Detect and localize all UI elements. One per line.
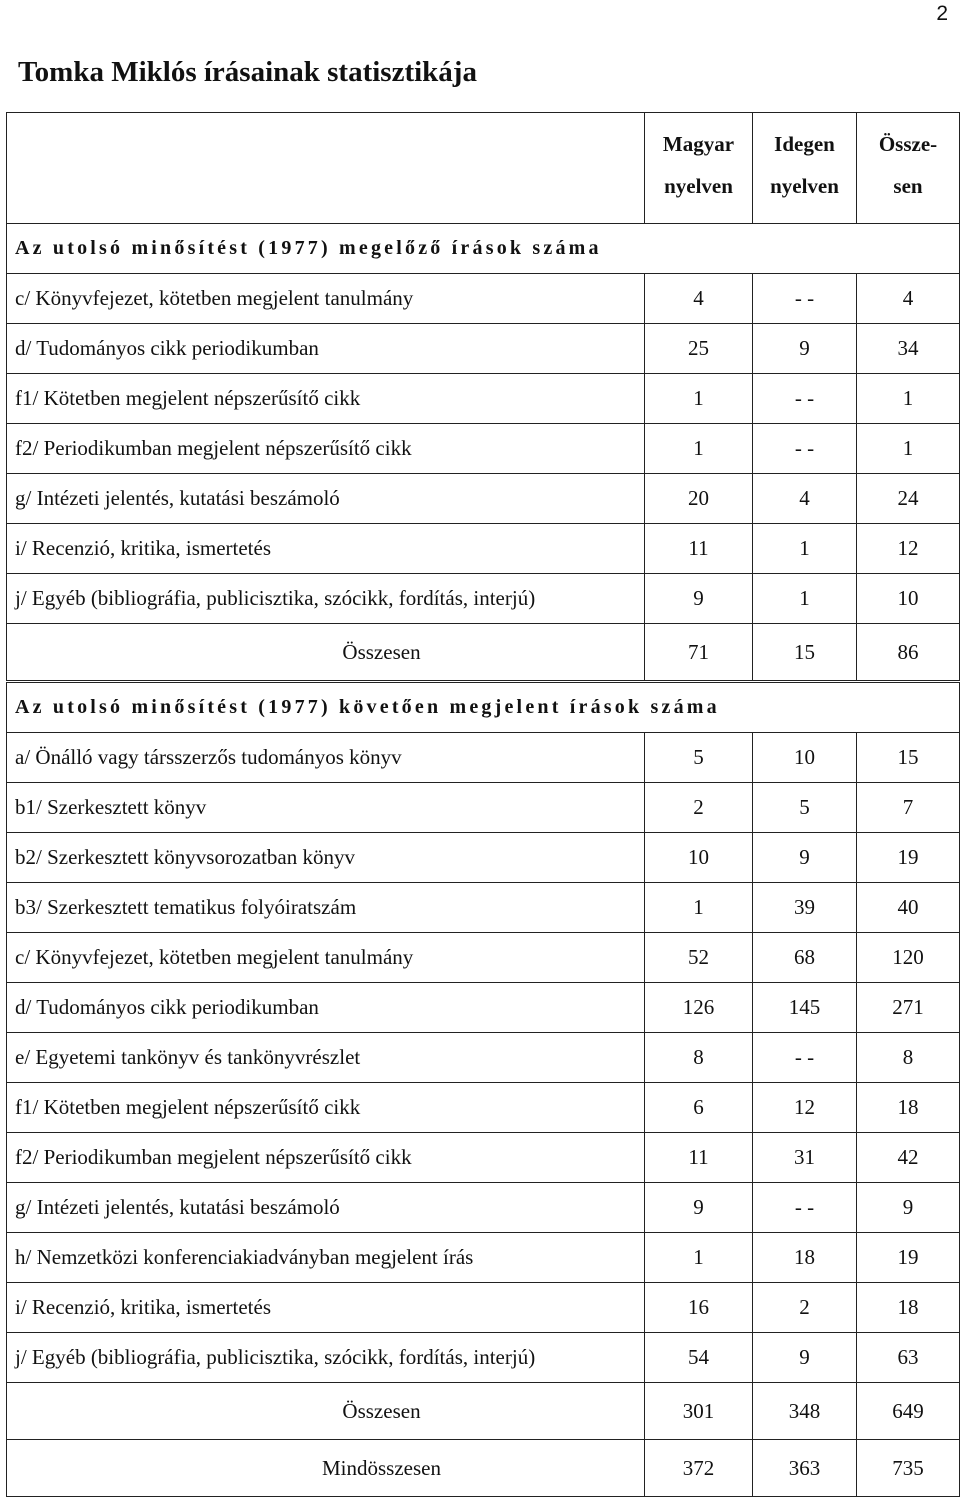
value-osszesen: 9 <box>857 1183 960 1233</box>
total-row <box>7 1383 960 1440</box>
value-magyar: 6 <box>645 1083 753 1133</box>
row-label: i/ Recenzió, kritika, ismertetés <box>7 1283 645 1333</box>
value-magyar: 9 <box>645 1183 753 1233</box>
value-magyar: 71 <box>645 624 753 682</box>
value-idegen: 9 <box>753 324 857 374</box>
header-osszesen-line2: sen <box>893 174 923 198</box>
value-idegen: 39 <box>753 883 857 933</box>
value-idegen: 2 <box>753 1283 857 1333</box>
table-row <box>7 1133 960 1183</box>
value-idegen: 68 <box>753 933 857 983</box>
value-osszesen: 40 <box>857 883 960 933</box>
header-magyar <box>645 113 753 224</box>
table-row <box>7 833 960 883</box>
table-row <box>7 574 960 624</box>
value-idegen: 5 <box>753 783 857 833</box>
table-row <box>7 524 960 574</box>
value-osszesen: 1 <box>857 424 960 474</box>
header-idegen-line2: nyelven <box>770 174 839 198</box>
section2-heading: Az utolsó minősítést (1977) követően megjelent írások száma <box>7 682 960 733</box>
value-idegen: 31 <box>753 1133 857 1183</box>
row-label: i/ Recenzió, kritika, ismertetés <box>7 524 645 574</box>
header-magyar-line2: nyelven <box>664 174 733 198</box>
row-label: Összesen <box>7 624 645 682</box>
value-osszesen: 4 <box>857 274 960 324</box>
value-osszesen: 271 <box>857 983 960 1033</box>
value-magyar: 20 <box>645 474 753 524</box>
table-row <box>7 474 960 524</box>
row-label: g/ Intézeti jelentés, kutatási beszámoló <box>7 474 645 524</box>
value-magyar: 5 <box>645 733 753 783</box>
value-idegen: 15 <box>753 624 857 682</box>
value-osszesen: 18 <box>857 1283 960 1333</box>
value-osszesen: 120 <box>857 933 960 983</box>
value-idegen: 9 <box>753 833 857 883</box>
section2-heading-row <box>7 682 960 733</box>
row-label: c/ Könyvfejezet, kötetben megjelent tanulmány <box>7 933 645 983</box>
row-label: d/ Tudományos cikk periodikumban <box>7 324 645 374</box>
section1-heading-row <box>7 224 960 274</box>
value-magyar: 126 <box>645 983 753 1033</box>
table-row <box>7 1183 960 1233</box>
row-label: Mindösszesen <box>7 1440 645 1497</box>
value-magyar: 16 <box>645 1283 753 1333</box>
page-title: Tomka Miklós írásainak statisztikája <box>18 56 477 88</box>
header-idegen-line1: Idegen <box>774 132 835 156</box>
row-label: g/ Intézeti jelentés, kutatási beszámoló <box>7 1183 645 1233</box>
value-idegen: 10 <box>753 733 857 783</box>
row-label: f1/ Kötetben megjelent népszerűsítő cikk <box>7 1083 645 1133</box>
value-osszesen: 63 <box>857 1333 960 1383</box>
value-magyar: 372 <box>645 1440 753 1497</box>
value-osszesen: 649 <box>857 1383 960 1440</box>
value-idegen: - - <box>753 424 857 474</box>
value-magyar: 11 <box>645 524 753 574</box>
value-idegen: 18 <box>753 1233 857 1283</box>
value-magyar: 54 <box>645 1333 753 1383</box>
value-idegen: - - <box>753 274 857 324</box>
table-row <box>7 1233 960 1283</box>
row-label: j/ Egyéb (bibliográfia, publicisztika, szócikk, fordítás, interjú) <box>7 574 645 624</box>
table-row <box>7 374 960 424</box>
value-magyar: 2 <box>645 783 753 833</box>
total-row <box>7 624 960 682</box>
value-idegen: 9 <box>753 1333 857 1383</box>
value-osszesen: 10 <box>857 574 960 624</box>
page-number: 2 <box>936 2 948 25</box>
row-label: b2/ Szerkesztett könyvsorozatban könyv <box>7 833 645 883</box>
grand-total-row <box>7 1440 960 1497</box>
value-osszesen: 7 <box>857 783 960 833</box>
value-magyar: 11 <box>645 1133 753 1183</box>
row-label: h/ Nemzetközi konferenciakiadványban megjelent írás <box>7 1233 645 1283</box>
section1-heading: Az utolsó minősítést (1977) megelőző írások száma <box>7 224 960 274</box>
header-row <box>7 113 960 224</box>
table-row <box>7 1333 960 1383</box>
table-row <box>7 783 960 833</box>
value-magyar: 301 <box>645 1383 753 1440</box>
value-osszesen: 19 <box>857 1233 960 1283</box>
row-label: d/ Tudományos cikk periodikumban <box>7 983 645 1033</box>
row-label: j/ Egyéb (bibliográfia, publicisztika, szócikk, fordítás, interjú) <box>7 1333 645 1383</box>
value-osszesen: 86 <box>857 624 960 682</box>
value-magyar: 1 <box>645 424 753 474</box>
header-osszesen-line1: Össze- <box>878 132 938 156</box>
row-label: f1/ Kötetben megjelent népszerűsítő cikk <box>7 374 645 424</box>
header-idegen <box>753 113 857 224</box>
header-osszesen <box>857 113 960 224</box>
value-osszesen: 1 <box>857 374 960 424</box>
table-row <box>7 424 960 474</box>
value-magyar: 52 <box>645 933 753 983</box>
value-osszesen: 19 <box>857 833 960 883</box>
value-idegen: - - <box>753 1183 857 1233</box>
value-idegen: 145 <box>753 983 857 1033</box>
table-row <box>7 324 960 374</box>
value-osszesen: 34 <box>857 324 960 374</box>
table-row <box>7 883 960 933</box>
value-idegen: 12 <box>753 1083 857 1133</box>
row-label: f2/ Periodikumban megjelent népszerűsítő cikk <box>7 1133 645 1183</box>
table-row <box>7 933 960 983</box>
value-idegen: 1 <box>753 524 857 574</box>
value-osszesen: 735 <box>857 1440 960 1497</box>
value-magyar: 1 <box>645 883 753 933</box>
header-blank-cell <box>7 113 645 224</box>
value-idegen: 363 <box>753 1440 857 1497</box>
value-magyar: 25 <box>645 324 753 374</box>
value-magyar: 1 <box>645 1233 753 1283</box>
value-osszesen: 8 <box>857 1033 960 1083</box>
table-row <box>7 274 960 324</box>
table-row <box>7 1083 960 1133</box>
value-idegen: - - <box>753 1033 857 1083</box>
row-label: c/ Könyvfejezet, kötetben megjelent tanulmány <box>7 274 645 324</box>
row-label: a/ Önálló vagy társszerzős tudományos könyv <box>7 733 645 783</box>
value-idegen: 348 <box>753 1383 857 1440</box>
row-label: Összesen <box>7 1383 645 1440</box>
value-idegen: 4 <box>753 474 857 524</box>
table-row <box>7 733 960 783</box>
table-row <box>7 983 960 1033</box>
value-osszesen: 42 <box>857 1133 960 1183</box>
row-label: f2/ Periodikumban megjelent népszerűsítő cikk <box>7 424 645 474</box>
table-row <box>7 1283 960 1333</box>
value-idegen: - - <box>753 374 857 424</box>
row-label: b3/ Szerkesztett tematikus folyóiratszám <box>7 883 645 933</box>
value-osszesen: 24 <box>857 474 960 524</box>
statistics-table <box>6 112 960 1497</box>
header-magyar-line1: Magyar <box>662 132 735 156</box>
value-idegen: 1 <box>753 574 857 624</box>
value-magyar: 1 <box>645 374 753 424</box>
row-label: e/ Egyetemi tankönyv és tankönyvrészlet <box>7 1033 645 1083</box>
value-osszesen: 12 <box>857 524 960 574</box>
value-osszesen: 18 <box>857 1083 960 1133</box>
value-osszesen: 15 <box>857 733 960 783</box>
value-magyar: 10 <box>645 833 753 883</box>
row-label: b1/ Szerkesztett könyv <box>7 783 645 833</box>
table-row <box>7 1033 960 1083</box>
value-magyar: 8 <box>645 1033 753 1083</box>
value-magyar: 4 <box>645 274 753 324</box>
value-magyar: 9 <box>645 574 753 624</box>
